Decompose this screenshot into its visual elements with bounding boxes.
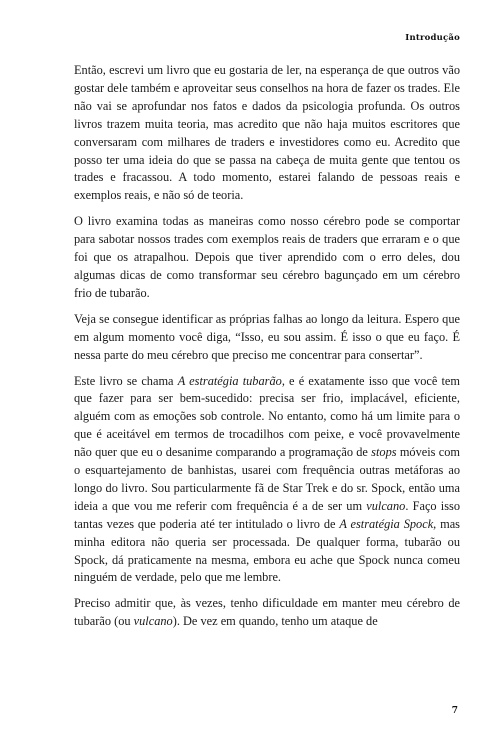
text-run: Veja se consegue identificar as próprias falhas ao longo da leitura. Espero que em algum momento você diga, “Isso, eu sou assim. É isso o que eu faço. É nessa parte do meu cérebro que preciso me concentrar para consertar”. — [74, 311, 460, 362]
text-run: ). De vez em quando, tenho um ataque de — [172, 614, 378, 629]
paragraph — [74, 373, 460, 588]
term-italic: stops — [371, 445, 397, 460]
book-title-italic: A estratégia Spock — [339, 516, 434, 531]
paragraph — [74, 595, 460, 631]
term-italic: vulcano — [366, 498, 406, 513]
text-run: Este livro se chama — [74, 373, 178, 388]
paragraph — [74, 62, 460, 205]
body-text — [74, 62, 460, 631]
paragraph — [74, 213, 460, 303]
paragraph — [74, 311, 460, 365]
text-run: O livro examina todas as maneiras como nosso cérebro pode se comportar para sabotar nossos trades com exemplos reais de traders que erraram e o que foi que os atrapalhou. Depois que tiver aprendido com o erro deles, dou algumas dicas de como transformar seu cérebro bagunçado em um cérebro frio de tubarão. — [74, 214, 460, 300]
text-run: Preciso admitir que, às vezes, tenho dificuldade em manter meu cérebro de tubarão (ou — [74, 596, 460, 629]
text-run: , e é exatamente isso que você tem que fazer para ser bem-sucedido: precisa ser frio, implacável, eficiente, alguém com as emoções sob controle. No entanto, como há um limite para o que é aceitável em termos de trocadilhos com peixe, e você provavelmente não quer que eu o desanime comparando a programação de — [74, 373, 461, 460]
text-run: móveis com o esquartejamento de banhistas, usarei com frequência outras metáforas ao longo do livro. Sou particularmente fã de Star Trek e do sr. Spock, então uma ideia a que vou me referir com frequência é a de ser um — [74, 445, 460, 513]
page-number: 7 — [451, 706, 458, 716]
text-run: Então, escrevi um livro que eu gostaria de ler, na esperança de que outros vão gostar dele também e aproveitar seus conselhos na hora de fazer os trades. Ele não vai se aprofundar nos fatos e dados da psicologia profunda. Os outros livros trazem muita teoria, mas acredito que não haja muitos escritores que conversaram com milhares de traders e investidores como eu. Acredito que posso ter uma ideia do que se passa na cabeça de muita gente que tentou os trades e fracassou. A todo momento, estarei falando de pessoas reais e exemplos reais, e não só de teoria. — [74, 63, 460, 203]
book-title-italic: A estratégia tubarão — [177, 373, 282, 388]
text-run: , mas minha editora não queria ser processada. De qualquer forma, tubarão ou Spock, dá praticamente na mesma, embora eu ache que Spock nunca comeu ninguém de verdade, pelo que me lembre. — [74, 516, 460, 585]
text-run: . Faço isso tantas vezes que poderia até ter intitulado o livro de — [74, 498, 460, 531]
running-head: Introdução — [405, 33, 460, 43]
term-italic: vulcano — [133, 614, 173, 629]
